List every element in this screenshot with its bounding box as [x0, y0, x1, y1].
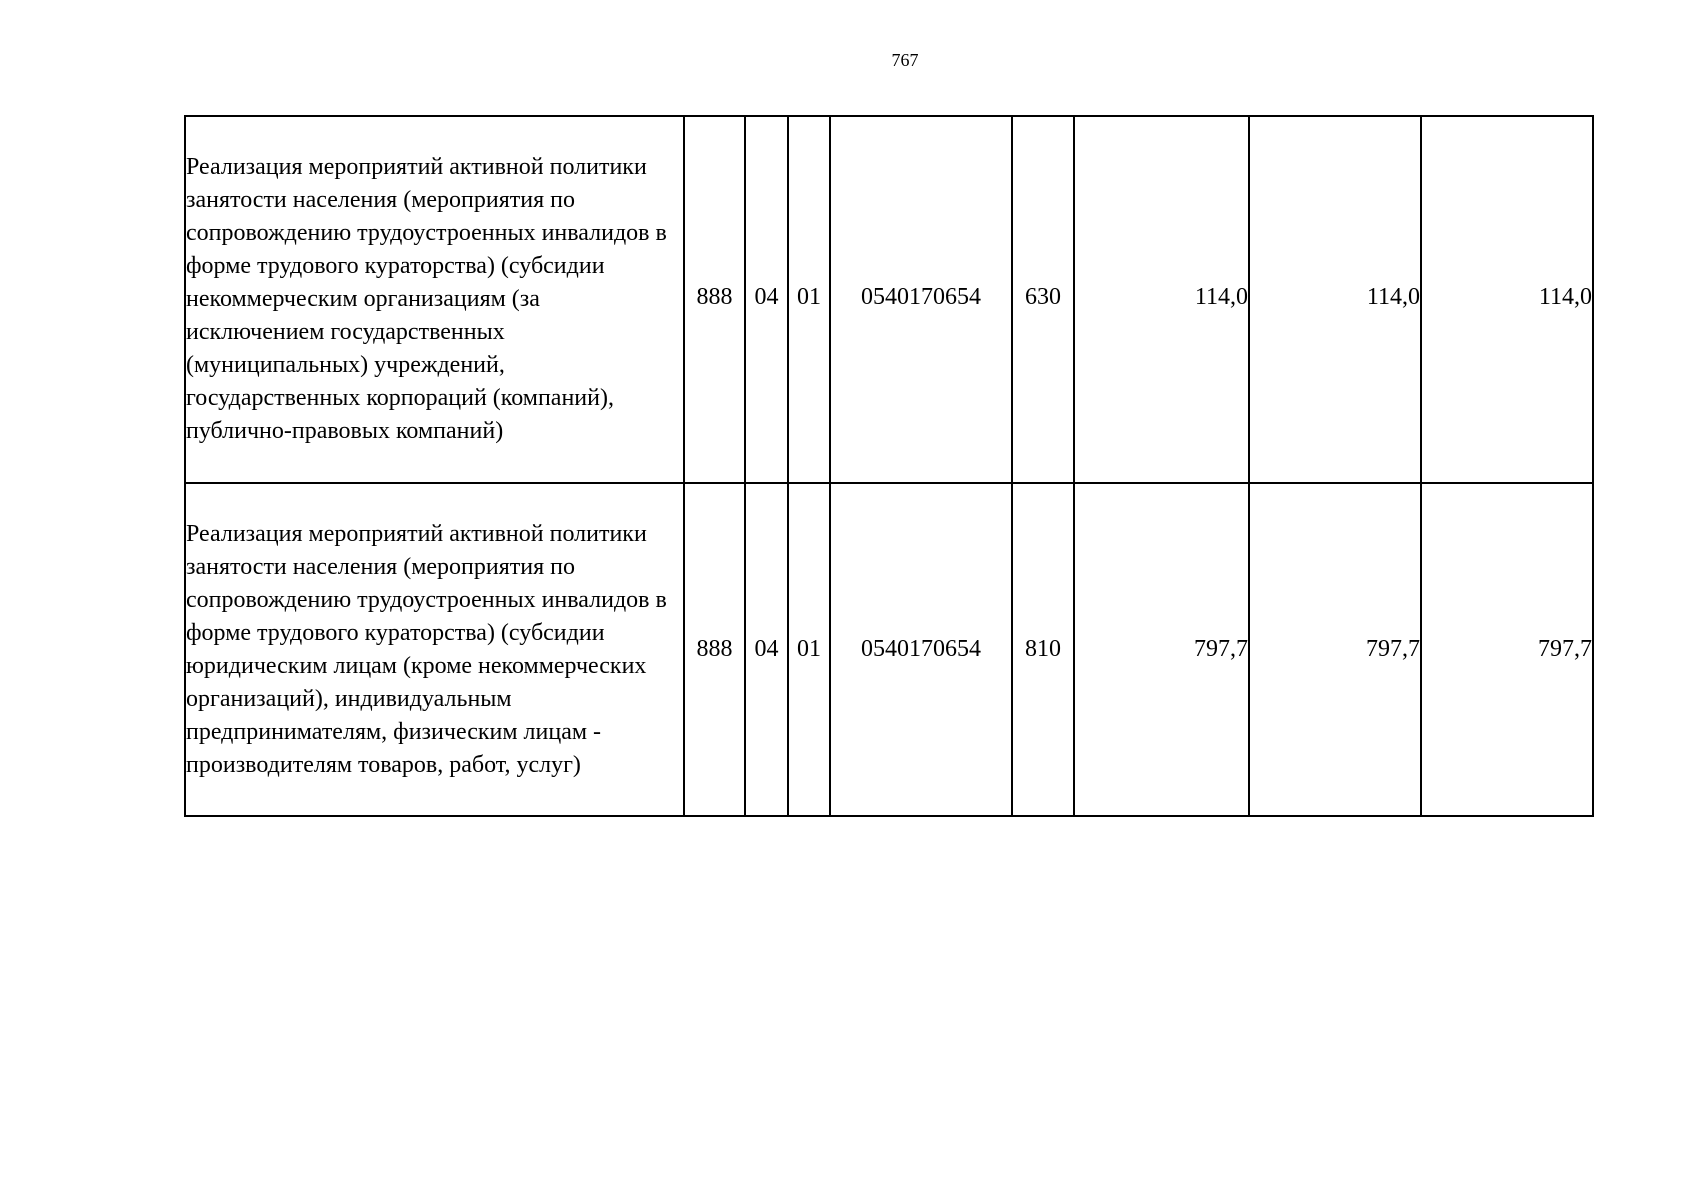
row-description: Реализация мероприятий активной политики занятости населения (мероприятия по сопровождению трудоустроенных инвалидов в форме трудового кураторства) (субсидии некоммерческим организациям (за исключением государственных (муниципальных) учреждений, государственных корпораций (компаний), публично-правовых компаний): [185, 116, 684, 483]
amount-year-1: 114,0: [1074, 116, 1249, 483]
table-row: [185, 483, 1593, 816]
row-description: Реализация мероприятий активной политики занятости населения (мероприятия по сопровождению трудоустроенных инвалидов в форме трудового кураторства) (субсидии юридическим лицам (кроме некоммерческих организаций), индивидуальным предпринимателям, физическим лицам - производителям товаров, работ, услуг): [185, 483, 684, 816]
ministry-code: 888: [684, 483, 745, 816]
expense-type-code: 630: [1012, 116, 1074, 483]
amount-year-2: 114,0: [1249, 116, 1421, 483]
subsection-code: 01: [788, 116, 830, 483]
amount-year-1: 797,7: [1074, 483, 1249, 816]
section-code: 04: [745, 116, 788, 483]
subsection-code: 01: [788, 483, 830, 816]
expense-type-code: 810: [1012, 483, 1074, 816]
table-row: [185, 116, 1593, 483]
section-code: 04: [745, 483, 788, 816]
budget-table: [184, 115, 1594, 817]
target-article-code: 0540170654: [830, 483, 1012, 816]
amount-year-3: 797,7: [1421, 483, 1593, 816]
target-article-code: 0540170654: [830, 116, 1012, 483]
ministry-code: 888: [684, 116, 745, 483]
amount-year-2: 797,7: [1249, 483, 1421, 816]
page-number: 767: [891, 50, 919, 70]
amount-year-3: 114,0: [1421, 116, 1593, 483]
